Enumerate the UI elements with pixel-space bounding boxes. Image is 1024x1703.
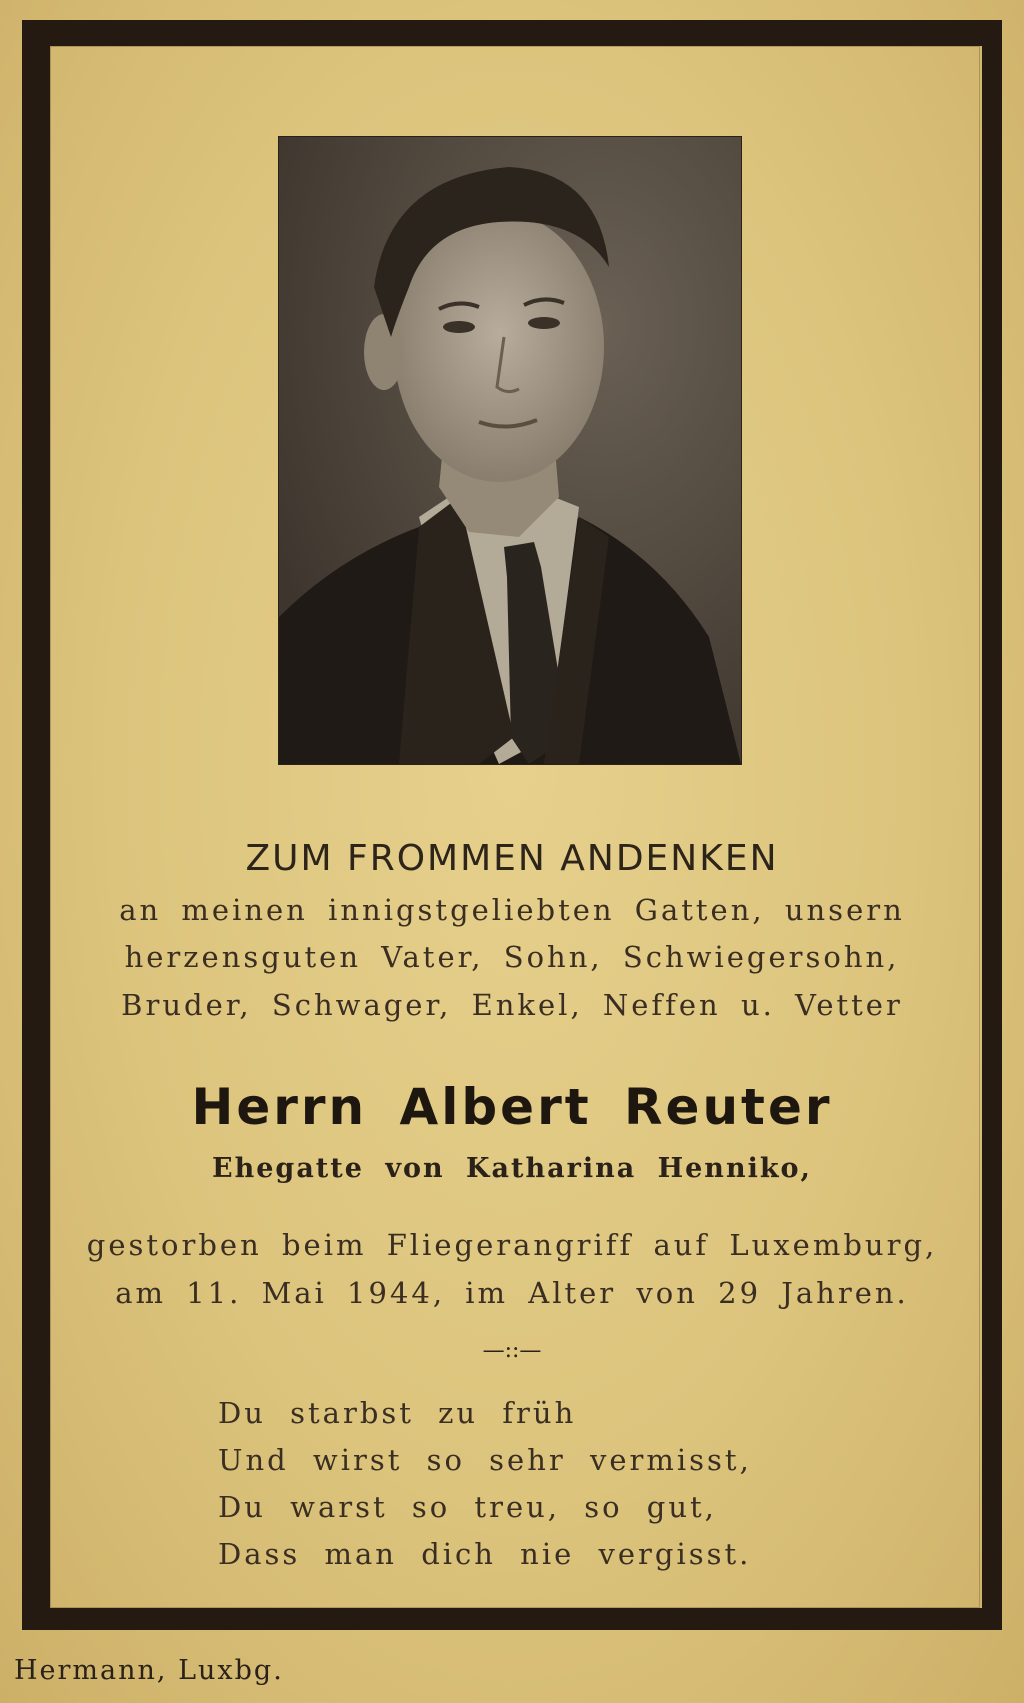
poem-line-2: Und wirst so sehr vermisst, xyxy=(218,1443,752,1477)
dedication-line-2: herzensguten Vater, Sohn, Schwiegersohn, xyxy=(124,940,900,974)
death-line-1: gestorben beim Fliegerangriff auf Luxemburg, xyxy=(86,1228,938,1262)
poem-line-3: Du warst so treu, so gut, xyxy=(218,1490,717,1524)
deceased-name: Herrn Albert Reuter xyxy=(191,1078,833,1136)
printer-credit: Hermann, Luxbg. xyxy=(14,1655,284,1686)
ornamental-divider: —::— xyxy=(482,1338,542,1363)
poem-line-4: Dass man dich nie vergisst. xyxy=(218,1537,752,1571)
death-line-2: am 11. Mai 1944, im Alter von 29 Jahren. xyxy=(115,1276,909,1310)
memorial-poem xyxy=(218,1390,752,1578)
spouse-line: Ehegatte von Katharina Henniko, xyxy=(212,1153,812,1184)
poem-line-1: Du starbst zu früh xyxy=(218,1396,577,1430)
portrait-photo xyxy=(279,137,741,764)
portrait-illustration xyxy=(279,137,741,764)
dedication-line-1: an meinen innigstgeliebten Gatten, unsern xyxy=(119,893,905,927)
dedication-line-3: Bruder, Schwager, Enkel, Neffen u. Vetter xyxy=(121,988,903,1022)
memorial-heading: ZUM FROMMEN ANDENKEN xyxy=(245,838,779,879)
